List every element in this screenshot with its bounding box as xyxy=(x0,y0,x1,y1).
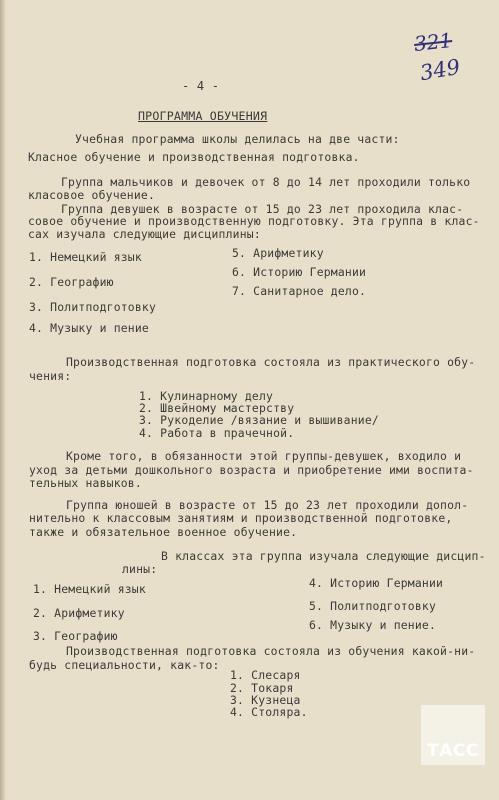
archive-number-old: 321 xyxy=(412,28,454,56)
childcare-line-2: уход за детьми дошкольного возраста и приобретение ими воспита- xyxy=(29,463,474,477)
girls-subject-item: 2. Географию xyxy=(29,275,114,289)
production-intro-line-1: Производственная подготовка состояла из практического обу- xyxy=(66,355,476,369)
boys-group-line-1: Группа юношей в возрасте от 15 до 23 лет проходили допол- xyxy=(66,498,469,512)
girls-subject-item: 4. Музыку и пение xyxy=(29,321,149,335)
girls-subject-item: 1. Немецкий язык xyxy=(29,250,142,264)
boys-subject-item: 1. Немецкий язык xyxy=(33,582,146,596)
girls-group-line-1: Группа девушек в возрасте от 15 до 23 лет проходила клас- xyxy=(61,202,464,216)
archive-number-new: 349 xyxy=(418,54,462,86)
girls-subject-item: 7. Санитарное дело. xyxy=(232,284,367,298)
document-title: ПРОГРАММА ОБУЧЕНИЯ xyxy=(138,109,268,123)
tass-watermark-logo xyxy=(421,705,485,765)
boys-subjects-intro-line-1: В классах эта группа изучала следующие дисцип- xyxy=(161,549,486,563)
boys-group-line-3: также и обязательное военное обучение. xyxy=(29,525,298,539)
girls-subject-item: 3. Политподготовку xyxy=(29,300,157,314)
specialty-item: 2. Токаря xyxy=(230,681,294,695)
specialty-item: 3. Кузнеца xyxy=(230,693,301,707)
production-intro-line-2: чения: xyxy=(29,369,72,383)
boys-subject-item: 3. Географию xyxy=(33,629,118,643)
boys-subject-item: 5. Политподготовку xyxy=(309,599,437,613)
production-item: 1. Кулинарному делу xyxy=(139,389,274,403)
boys-subjects-intro-line-2: лины: xyxy=(122,562,158,576)
childcare-line-1: Кроме того, в обязанности этой группы-девушек, входило и xyxy=(66,449,462,463)
boys-subject-item: 6. Музыку и пение. xyxy=(309,618,437,632)
boys-group-line-2: нительно к классовым занятиям и производственной подготовке, xyxy=(29,511,453,525)
girls-subject-item: 6. Историю Германии xyxy=(232,265,367,279)
specialty-item: 4. Столяра. xyxy=(230,705,308,719)
intro-line-1: Учебная программа школы делилась на две части: xyxy=(75,132,400,146)
production-item: 2. Швейному мастерству xyxy=(139,401,295,415)
intro-line-2: Класное обучение и производственная подготовка. xyxy=(28,150,360,164)
children-group-line-2: класовое обучение. xyxy=(28,188,156,202)
girls-group-line-3: сах изучала следующие дисциплины: xyxy=(28,227,261,241)
children-group-line-1: Группа мальчиков и девочек от 8 до 14 лет проходили только xyxy=(61,175,471,189)
archive-page-number-stamp xyxy=(414,30,478,92)
production-item: 3. Рукоделие /вязание и вышивание/ xyxy=(139,413,379,427)
boys-subject-item: 2. Арифметику xyxy=(33,606,125,620)
specialty-item: 1. Слесаря xyxy=(230,668,301,682)
page-edge-shadow xyxy=(0,0,6,800)
girls-subject-item: 5. Арифметику xyxy=(232,246,324,260)
childcare-line-3: тельных навыков. xyxy=(29,476,142,490)
production-item: 4. Работа в прачечной. xyxy=(139,426,295,440)
boys-subject-item: 4. Историю Германии xyxy=(309,576,444,590)
boys-production-line-1: Производственная подготовка состояла из обучения какой-ни- xyxy=(66,644,476,658)
boys-production-line-2: будь специальности, как-то: xyxy=(29,658,220,672)
page-number: - 4 - xyxy=(182,79,220,93)
girls-group-line-2: совое обучение и производственную подготовку. Эта группа в клас- xyxy=(28,214,480,228)
tass-watermark-text: ТАСС xyxy=(427,741,479,761)
